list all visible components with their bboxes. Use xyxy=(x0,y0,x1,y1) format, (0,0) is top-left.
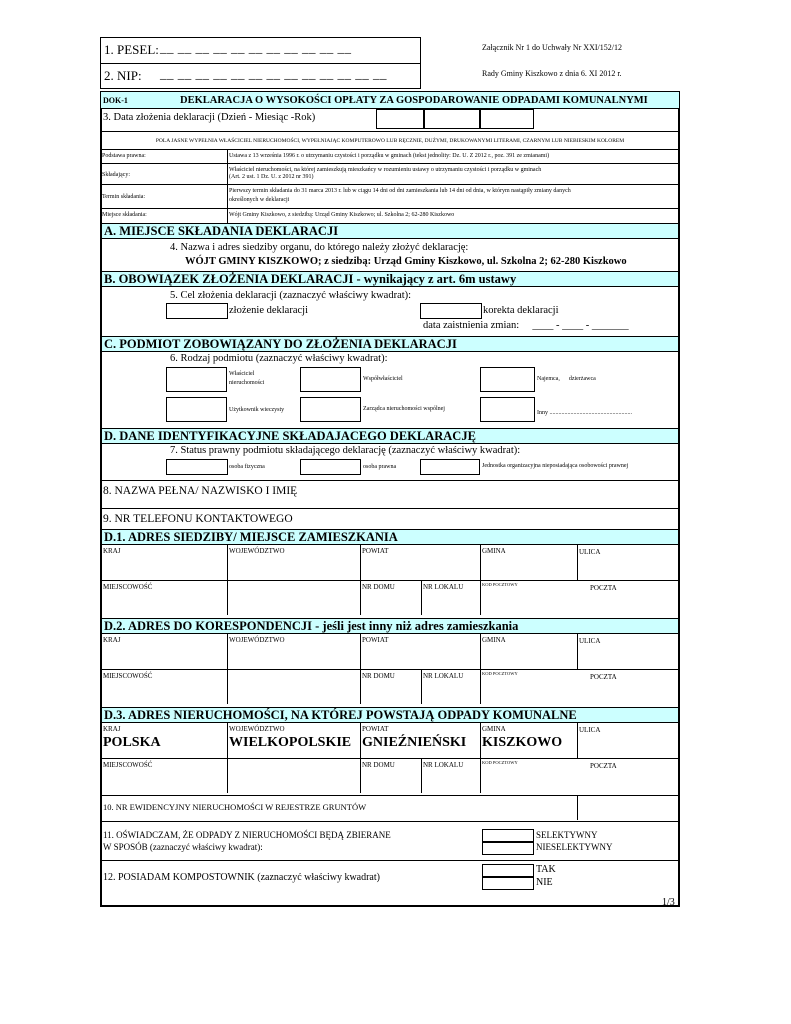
divider xyxy=(101,131,679,132)
d3-kraj-label: KRAJ xyxy=(103,725,121,733)
d1-kod-label: KOD POCZTOWY xyxy=(482,582,518,587)
nip-input[interactable]: __ __ __ __ __ __ __ __ __ __ __ __ __ xyxy=(160,66,387,81)
d3-poczta-label: POCZTA xyxy=(590,762,617,770)
entity-perpetual-checkbox[interactable] xyxy=(166,397,227,422)
purpose-correction-label: korekta deklaracji xyxy=(483,305,559,316)
d1-kraj-label: KRAJ xyxy=(103,547,121,555)
entity-owner-checkbox[interactable] xyxy=(166,367,227,392)
d3-gmina-value: KISZKOWO xyxy=(482,735,563,750)
date-year-box[interactable] xyxy=(480,109,534,129)
entity-coowner-label: Współwłaściciel xyxy=(363,376,403,382)
d1-poczta-label: POCZTA xyxy=(590,584,617,592)
d3-nrlokalu-label: NR LOKALU xyxy=(423,761,464,769)
entity-manager-checkbox[interactable] xyxy=(300,397,361,422)
status-org-checkbox[interactable] xyxy=(420,459,480,475)
nonselective-label: NIESELEKTYWNY xyxy=(536,842,613,852)
d1-miejsc-label: MIEJSCOWOŚĆ xyxy=(103,583,153,591)
status-legal-label: osoba prawna xyxy=(363,464,397,470)
status-person-checkbox[interactable] xyxy=(166,459,228,475)
doc-title: DEKLARACJA O WYSOKOŚCI OPŁATY ZA GOSPODAROWANIE ODPADAMI KOMUNALNYMI xyxy=(180,95,648,106)
nip-label: 2. NIP: xyxy=(104,68,142,83)
entity-tenant-label: Najemca, dzierżawca xyxy=(537,376,596,382)
section-d3-title: D.3. ADRES NIERUCHOMOŚCI, NA KTÓREJ POWSTAJĄ ODPADY KOMUNALNE xyxy=(101,707,679,723)
section-b-title: B. OBOWIĄZEK ZŁOŻENIA DEKLARACJI - wynikający z art. 6m ustawy xyxy=(101,271,679,287)
d2-kod-label: KOD POCZTOWY xyxy=(482,671,518,676)
d2-kraj-label: KRAJ xyxy=(103,636,121,644)
info-label-submitter: Składający: xyxy=(102,172,130,178)
purpose-submit-checkbox[interactable] xyxy=(166,303,228,319)
date-label: 3. Data złożenia deklaracji (Dzień - Miesiąc -Rok) xyxy=(103,112,316,123)
divider xyxy=(101,821,679,822)
entity-other-checkbox[interactable] xyxy=(480,397,535,422)
q6-label: 6. Rodzaj podmiotu (zaznaczyć właściwy kwadrat): xyxy=(170,353,388,364)
divider xyxy=(101,208,679,209)
pesel-nip-divider xyxy=(100,63,421,64)
change-date-field[interactable]: data zaistnienia zmian: ____ - ____ - _______ xyxy=(423,320,629,331)
info-label-place: Miejsce składania: xyxy=(102,212,147,218)
compost-yes-checkbox[interactable] xyxy=(482,864,534,877)
d3-woj-label: WOJEWÓDZTWO xyxy=(229,725,285,733)
section-d1-title: D.1. ADRES SIEDZIBY/ MIEJSCE ZAMIESZKANIA xyxy=(101,529,679,545)
d1-woj-label: WOJEWÓDZTWO xyxy=(229,547,285,555)
date-day-box[interactable] xyxy=(376,109,424,129)
divider xyxy=(101,184,679,185)
d2-nrdomu-label: NR DOMU xyxy=(362,672,395,680)
nonselective-checkbox[interactable] xyxy=(482,842,534,855)
d2-ulica-label: ULICA xyxy=(579,637,601,645)
d2-nrlokalu-label: NR LOKALU xyxy=(423,672,464,680)
info-text-deadline-2: określonych w deklaracji xyxy=(229,197,290,203)
doc-code: DOK-1 xyxy=(103,96,128,105)
compost-yes-label: TAK xyxy=(536,864,556,875)
compost-no-checkbox[interactable] xyxy=(482,877,534,890)
info-label-legal: Podstawa prawna: xyxy=(102,153,146,159)
council-note: Rady Gminy Kiszkowo z dnia 6. XI 2012 r. xyxy=(482,69,622,78)
info-text-deadline: Pierwszy termin składania do 31 marca 2013 r. lub w ciągu 14 dni od dni zamieszkania lub 14 dni od dnia, w którym nastąpiły zmiany danych xyxy=(229,188,571,194)
q9-label: 9. NR TELEFONU KONTAKTOWEGO xyxy=(103,513,293,525)
section-d2-title: D.2. ADRES DO KORESPONDENCJI - jeśli jest inny niż adres zamieszkania xyxy=(101,618,679,634)
info-text-submitter-2: (Art. 2 ust. 1 Dz. U. z 2012 nr 391) xyxy=(229,174,314,180)
d2-poczta-label: POCZTA xyxy=(590,673,617,681)
d3-kod-label: KOD POCZTOWY xyxy=(482,760,518,765)
q11-label-1: 11. OŚWIADCZAM, ŻE ODPADY Z NIERUCHOMOŚCI BĘDĄ ZBIERANE xyxy=(103,830,391,840)
instruction-text: POLA JASNE WYPEŁNIA WŁAŚCICIEL NIERUCHOMOŚCI, WYPEŁNIAJĄC KOMPUTEROWO LUB RĘCZNIE, DUŻYMI, DRUKOWANYMI LITERAMI, CZARNYM LUB NIEBIESKIM KOLOREM xyxy=(155,138,625,144)
compost-no-label: NIE xyxy=(536,877,553,888)
entity-coowner-checkbox[interactable] xyxy=(300,367,361,392)
d2-powiat-label: POWIAT xyxy=(362,636,389,644)
selective-checkbox[interactable] xyxy=(482,829,534,842)
purpose-correction-checkbox[interactable] xyxy=(420,303,482,319)
divider xyxy=(101,508,679,509)
d2-woj-label: WOJEWÓDZTWO xyxy=(229,636,285,644)
q4-label: 4. Nazwa i adres siedziby organu, do którego należy złożyć deklarację: xyxy=(170,242,469,253)
q4-answer: WÓJT GMINY KISZKOWO; z siedzibą: Urząd Gminy Kiszkowo, ul. Szkolna 2; 62-280 Kiszkowo xyxy=(185,256,627,267)
d3-powiat-label: POWIAT xyxy=(362,725,389,733)
status-org-label: Jednostka organizacyjna nieposiadająca osobowości prawnej xyxy=(482,463,629,469)
entity-manager-label: Zarządca nieruchomości wspólnej xyxy=(363,406,445,412)
annex-note: Załącznik Nr 1 do Uchwały Nr XXI/152/12 xyxy=(482,43,622,52)
q5-label: 5. Cel złożenia deklaracji (zaznaczyć właściwy kwadrat): xyxy=(170,290,412,301)
q7-label: 7. Status prawny podmiotu składającego deklarację (zaznaczyć właściwy kwadrat): xyxy=(170,445,521,456)
pesel-label: 1. PESEL: xyxy=(104,42,159,57)
d3-kraj-value: POLSKA xyxy=(103,735,161,750)
status-legal-checkbox[interactable] xyxy=(300,459,361,475)
q8-label: 8. NAZWA PEŁNA/ NAZWISKO I IMIĘ xyxy=(103,485,298,497)
section-d-title: D. DANE IDENTYFIKACYJNE SKŁADAJACEGO DEKLARACJĘ xyxy=(101,428,679,444)
info-text-place: Wójt Gminy Kiszkowo, z siedzibą: Urząd Gminy Kiszkowo; ul. Szkolna 2; 62-280 Kiszkowo xyxy=(229,212,455,218)
d3-powiat-value: GNIEŹNIEŃSKI xyxy=(362,735,467,750)
q12-label: 12. POSIADAM KOMPOSTOWNIK (zaznaczyć właściwy kwadrat) xyxy=(103,872,380,883)
d3-nrdomu-label: NR DOMU xyxy=(362,761,395,769)
d2-miejsc-label: MIEJSCOWOŚĆ xyxy=(103,672,153,680)
info-text-submitter: Właściciel nieruchomości, na której zamieszkują mieszkańcy w rozumieniu ustawy o utrzymaniu czystości i porządku w gminach xyxy=(229,167,542,173)
divider xyxy=(101,149,679,150)
d3-ulica-label: ULICA xyxy=(579,726,601,734)
purpose-submit-label: złożenie deklaracji xyxy=(229,305,308,316)
d3-gmina-label: GMINA xyxy=(482,725,506,733)
divider xyxy=(101,163,679,164)
divider xyxy=(101,795,679,796)
d3-woj-value: WIELKOPOLSKIE xyxy=(229,735,352,750)
entity-owner-label-2: nieruchomości xyxy=(229,380,265,386)
status-person-label: osoba fizyczna xyxy=(229,464,265,470)
entity-perpetual-label: Użytkownik wieczysty xyxy=(229,407,285,413)
entity-owner-label: Właściciel xyxy=(229,371,255,377)
d2-gmina-label: GMINA xyxy=(482,636,506,644)
d1-nrdomu-label: NR DOMU xyxy=(362,583,395,591)
q10-label: 10. NR EWIDENCYJNY NIERUCHOMOŚCI W REJESTRZE GRUNTÓW xyxy=(103,802,367,812)
d1-gmina-label: GMINA xyxy=(482,547,506,555)
date-month-box[interactable] xyxy=(424,109,480,129)
selective-label: SELEKTYWNY xyxy=(536,830,598,840)
section-a-title: A. MIEJSCE SKŁADANIA DEKLARACJI xyxy=(101,223,679,239)
entity-other-label: Inny ....................................................... xyxy=(537,410,632,416)
info-label-deadline: Termin składania: xyxy=(102,194,146,200)
d1-nrlokalu-label: NR LOKALU xyxy=(423,583,464,591)
page-number: 1/3 xyxy=(662,897,675,908)
pesel-input[interactable]: __ __ __ __ __ __ __ __ __ __ __ xyxy=(160,40,352,55)
divider xyxy=(101,480,679,481)
section-c-title: C. PODMIOT ZOBOWIĄZANY DO ZŁOŻENIA DEKLARACJI xyxy=(101,336,679,352)
q10-col-divider xyxy=(577,795,578,820)
d1-ulica-label: ULICA xyxy=(579,548,601,556)
d3-miejsc-label: MIEJSCOWOŚĆ xyxy=(103,761,153,769)
q11-label-2: W SPOSÓB (zaznaczyć właściwy kwadrat): xyxy=(103,842,263,852)
entity-tenant-checkbox[interactable] xyxy=(480,367,535,392)
divider xyxy=(101,860,679,861)
info-text-legal: Ustawa z 13 września 1996 r. o utrzymaniu czystości i porządku w gminach (tekst jednolity: Dz. U. Z 2012 r., poz. 391 ze zmianami) xyxy=(229,153,550,159)
d1-powiat-label: POWIAT xyxy=(362,547,389,555)
info-col-divider xyxy=(227,149,228,223)
